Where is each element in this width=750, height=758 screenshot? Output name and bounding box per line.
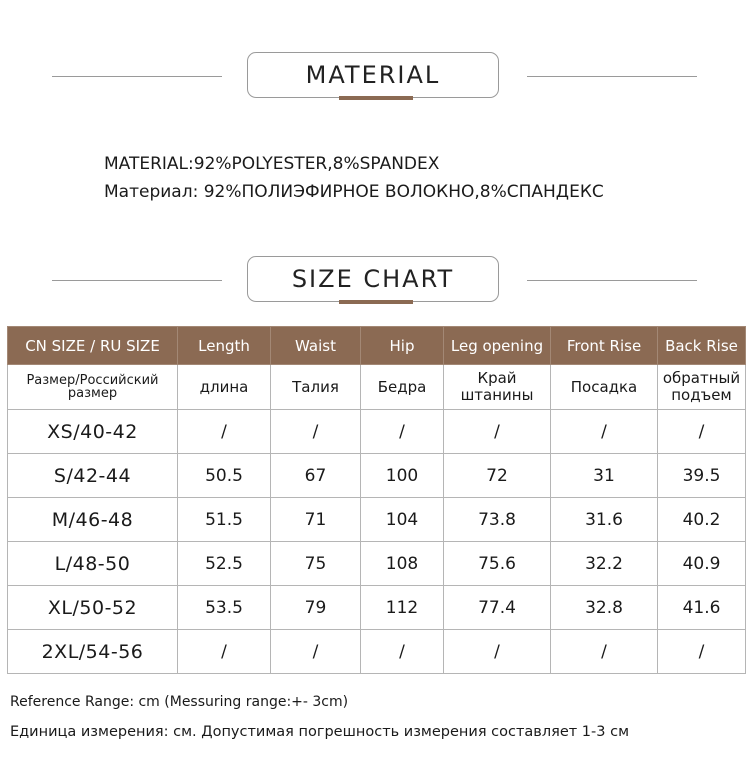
length-cell: 50.5 — [178, 454, 271, 498]
ru-header-hip: Бедра — [361, 365, 444, 410]
length-cell: / — [178, 410, 271, 454]
leg-opening-cell: 73.8 — [444, 498, 551, 542]
table-header-row — [8, 327, 746, 365]
size-cell: XS/40-42 — [8, 410, 178, 454]
length-cell: 51.5 — [178, 498, 271, 542]
size-chart-section-header — [0, 256, 750, 306]
material-line-en: MATERIAL:92%POLYESTER,8%SPANDEX — [104, 154, 440, 174]
ru-header-back-rise: обратный подъем — [658, 365, 746, 410]
title-underbar — [339, 300, 413, 304]
front-rise-cell: / — [551, 630, 658, 674]
front-rise-cell: / — [551, 410, 658, 454]
title-underbar — [339, 96, 413, 100]
hip-cell: 100 — [361, 454, 444, 498]
hip-cell: 104 — [361, 498, 444, 542]
hip-cell: 108 — [361, 542, 444, 586]
table-row — [8, 410, 746, 454]
size-cell: S/42-44 — [8, 454, 178, 498]
header-front-rise: Front Rise — [551, 327, 658, 365]
ru-header-front-rise: Посадка — [551, 365, 658, 410]
waist-cell: 71 — [271, 498, 361, 542]
header-length: Length — [178, 327, 271, 365]
header-waist: Waist — [271, 327, 361, 365]
table-row — [8, 586, 746, 630]
size-cell: M/46-48 — [8, 498, 178, 542]
waist-cell: 67 — [271, 454, 361, 498]
table-ru-header-row — [8, 365, 746, 410]
ru-header-length: длина — [178, 365, 271, 410]
table-row — [8, 454, 746, 498]
ru-header-leg-opening: Край штанины — [444, 365, 551, 410]
divider-line-right — [527, 76, 697, 77]
back-rise-cell: 40.9 — [658, 542, 746, 586]
size-chart-table — [7, 326, 746, 674]
table-row — [8, 542, 746, 586]
header-cn-size: CN SIZE / RU SIZE — [8, 327, 178, 365]
divider-line-right — [527, 280, 697, 281]
reference-range-note-ru: Единица измерения: см. Допустимая погрешность измерения составляет 1-3 см — [10, 724, 630, 740]
header-hip: Hip — [361, 327, 444, 365]
material-line-ru: Материал: 92%ПОЛИЭФИРНОЕ ВОЛОКНО,8%СПАНДЕКС — [104, 182, 604, 202]
leg-opening-cell: 75.6 — [444, 542, 551, 586]
front-rise-cell: 31.6 — [551, 498, 658, 542]
size-cell: L/48-50 — [8, 542, 178, 586]
table-row — [8, 498, 746, 542]
material-title: MATERIAL — [247, 52, 499, 98]
front-rise-cell: 32.8 — [551, 586, 658, 630]
ru-header-size: Размер/Российский размер — [8, 365, 178, 410]
hip-cell: / — [361, 630, 444, 674]
front-rise-cell: 31 — [551, 454, 658, 498]
back-rise-cell: / — [658, 410, 746, 454]
hip-cell: / — [361, 410, 444, 454]
waist-cell: 75 — [271, 542, 361, 586]
divider-line-left — [52, 280, 222, 281]
ru-header-waist: Талия — [271, 365, 361, 410]
header-back-rise: Back Rise — [658, 327, 746, 365]
back-rise-cell: 40.2 — [658, 498, 746, 542]
size-chart-title: SIZE CHART — [247, 256, 499, 302]
waist-cell: / — [271, 410, 361, 454]
leg-opening-cell: / — [444, 630, 551, 674]
size-cell: XL/50-52 — [8, 586, 178, 630]
back-rise-cell: 41.6 — [658, 586, 746, 630]
length-cell: 52.5 — [178, 542, 271, 586]
waist-cell: / — [271, 630, 361, 674]
back-rise-cell: / — [658, 630, 746, 674]
reference-range-note-en: Reference Range: cm (Messuring range:+- 3cm) — [10, 694, 349, 710]
hip-cell: 112 — [361, 586, 444, 630]
material-section-header — [0, 52, 750, 102]
waist-cell: 79 — [271, 586, 361, 630]
table-row — [8, 630, 746, 674]
length-cell: / — [178, 630, 271, 674]
back-rise-cell: 39.5 — [658, 454, 746, 498]
front-rise-cell: 32.2 — [551, 542, 658, 586]
length-cell: 53.5 — [178, 586, 271, 630]
divider-line-left — [52, 76, 222, 77]
leg-opening-cell: / — [444, 410, 551, 454]
material-description — [104, 150, 604, 206]
header-leg-opening: Leg opening — [444, 327, 551, 365]
size-cell: 2XL/54-56 — [8, 630, 178, 674]
leg-opening-cell: 72 — [444, 454, 551, 498]
leg-opening-cell: 77.4 — [444, 586, 551, 630]
